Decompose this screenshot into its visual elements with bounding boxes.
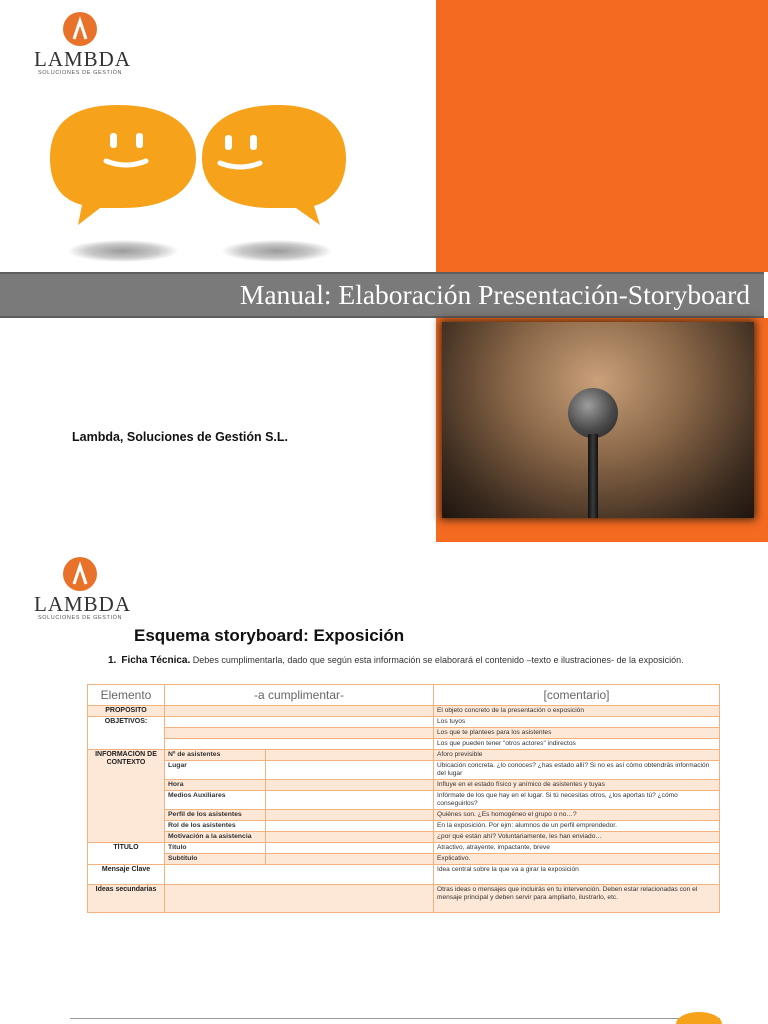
comment-cell: Infórmate de los que hay en el lugar. Si tú necesitas otros, ¿los aportas tú? ¿cómo conseguirlos? (434, 791, 720, 810)
speech-bubble-left-icon (48, 103, 198, 233)
section-number: 1. (108, 655, 117, 666)
comment-cell: En la exposición. Por ejm: alumnos de un perfil emprendedor. (434, 821, 720, 832)
header-cumplimentar: -a cumplimentar- (165, 685, 434, 706)
table-row (88, 739, 720, 750)
section-ficha-tecnica (108, 654, 728, 667)
table-row (88, 843, 720, 854)
input-cell[interactable] (266, 791, 434, 810)
sub-label: Lugar (165, 761, 266, 780)
cover-title: Manual: Elaboración Presentación-Storyboard (239, 279, 750, 310)
lambda-logo (34, 12, 132, 77)
table-row (88, 761, 720, 780)
company-name: Lambda, Soluciones de Gestión S.L. (72, 430, 289, 444)
row-label-contexto: INFORMACIÓN DE CONTEXTO (88, 750, 165, 843)
sub-label: Hora (165, 780, 266, 791)
table-row (88, 791, 720, 810)
bubble-shadow-right (222, 240, 332, 262)
sub-label: Nº de asistentes (165, 750, 266, 761)
comment-cell: Los que te plantees para los asistentes (434, 728, 720, 739)
table-row (88, 865, 720, 885)
comment-cell: Aforo previsible (434, 750, 720, 761)
footer-divider (70, 1018, 720, 1019)
lambda-mark-icon (63, 12, 97, 46)
logo-name: LAMBDA (34, 47, 132, 71)
input-cell[interactable] (266, 821, 434, 832)
row-label-titulo: TÍTULO (88, 843, 165, 865)
comment-cell: Idea central sobre la que va a girar la exposición (434, 865, 720, 885)
table-row (88, 810, 720, 821)
microphone-audience-photo (442, 322, 754, 518)
table-row (88, 832, 720, 843)
input-cell[interactable] (266, 854, 434, 865)
table-row (88, 750, 720, 761)
cover-title-bar (0, 272, 764, 318)
speech-bubble-right-icon (200, 103, 350, 233)
bubble-shadow-left (68, 240, 178, 262)
sub-label: Título (165, 843, 266, 854)
table-row (88, 854, 720, 865)
input-cell[interactable] (266, 832, 434, 843)
table-row (88, 717, 720, 728)
input-cell[interactable] (266, 780, 434, 791)
sub-label: Rol de los asistentes (165, 821, 266, 832)
table-row (88, 728, 720, 739)
logo-tagline: SOLUCIONES DE GESTIÓN (37, 615, 123, 621)
logo-name: LAMBDA (34, 592, 132, 616)
comment-cell: Atractivo, atrayente, impactante, breve (434, 843, 720, 854)
comment-cell: ¿por qué están ahí? Voluntariamente, les han enviado… (434, 832, 720, 843)
comment-cell: Otras ideas o mensajes que incluirás en tu intervención. Deben estar relacionadas con el mensaje principal y deben servir para ampliarlo, ilustrarlo, etc. (434, 885, 720, 913)
input-cell[interactable] (165, 728, 434, 739)
storyboard-title: Esquema storyboard: Exposición (134, 626, 405, 645)
lambda-logo-page2 (34, 557, 132, 622)
orange-decorative-block (436, 0, 768, 272)
comment-cell: Explicativo. (434, 854, 720, 865)
comment-cell: El objeto concreto de la presentación o exposición (434, 706, 720, 717)
input-cell[interactable] (165, 717, 434, 728)
table-row (88, 706, 720, 717)
row-label-ideas: Ideas secundarias (88, 885, 165, 913)
input-cell[interactable] (165, 739, 434, 750)
table-row (88, 780, 720, 791)
table-header-row (88, 685, 720, 706)
microphone-icon (568, 388, 618, 438)
section-text: Debes cumplimentarla, dado que según esta información se elaborará el contenido –texto e ilustraciones- de la exposición. (192, 655, 684, 665)
comment-cell: Quiénes son. ¿Es homogéneo el grupo o no…? (434, 810, 720, 821)
storyboard-table (87, 684, 720, 913)
input-cell[interactable] (266, 750, 434, 761)
lambda-mark-icon (63, 557, 97, 591)
sub-label: Perfil de los asistentes (165, 810, 266, 821)
input-cell[interactable] (165, 706, 434, 717)
input-cell[interactable] (165, 865, 434, 885)
sub-label: Medios Auxiliares (165, 791, 266, 810)
comment-cell: Influye en el estado físico y anímico de asistentes y tuyas (434, 780, 720, 791)
comment-cell: Los tuyos (434, 717, 720, 728)
row-label-proposito: PROPÓSITO (88, 706, 165, 717)
sub-label: Subtítulo (165, 854, 266, 865)
footer-bubble-icon (676, 1012, 722, 1024)
section-heading: Ficha Técnica. (121, 655, 191, 666)
header-comentario: [comentario] (434, 685, 720, 706)
row-label-objetivos: OBJETIVOS: (88, 717, 165, 750)
input-cell[interactable] (266, 761, 434, 780)
header-elemento: Elemento (88, 685, 165, 706)
row-label-mensaje: Mensaje Clave (88, 865, 165, 885)
comment-cell: Los que pueden tener "otros actores" indirectos (434, 739, 720, 750)
input-cell[interactable] (165, 885, 434, 913)
input-cell[interactable] (266, 843, 434, 854)
table-row (88, 821, 720, 832)
input-cell[interactable] (266, 810, 434, 821)
microphone-stand (588, 434, 598, 518)
sub-label: Motivación a la asistencia (165, 832, 266, 843)
comment-cell: Ubicación concreta. ¿lo conoces? ¿has estado allí? Si no es así cómo obtendrás información del lugar (434, 761, 720, 780)
table-row (88, 885, 720, 913)
logo-tagline: SOLUCIONES DE GESTIÓN (37, 70, 123, 76)
